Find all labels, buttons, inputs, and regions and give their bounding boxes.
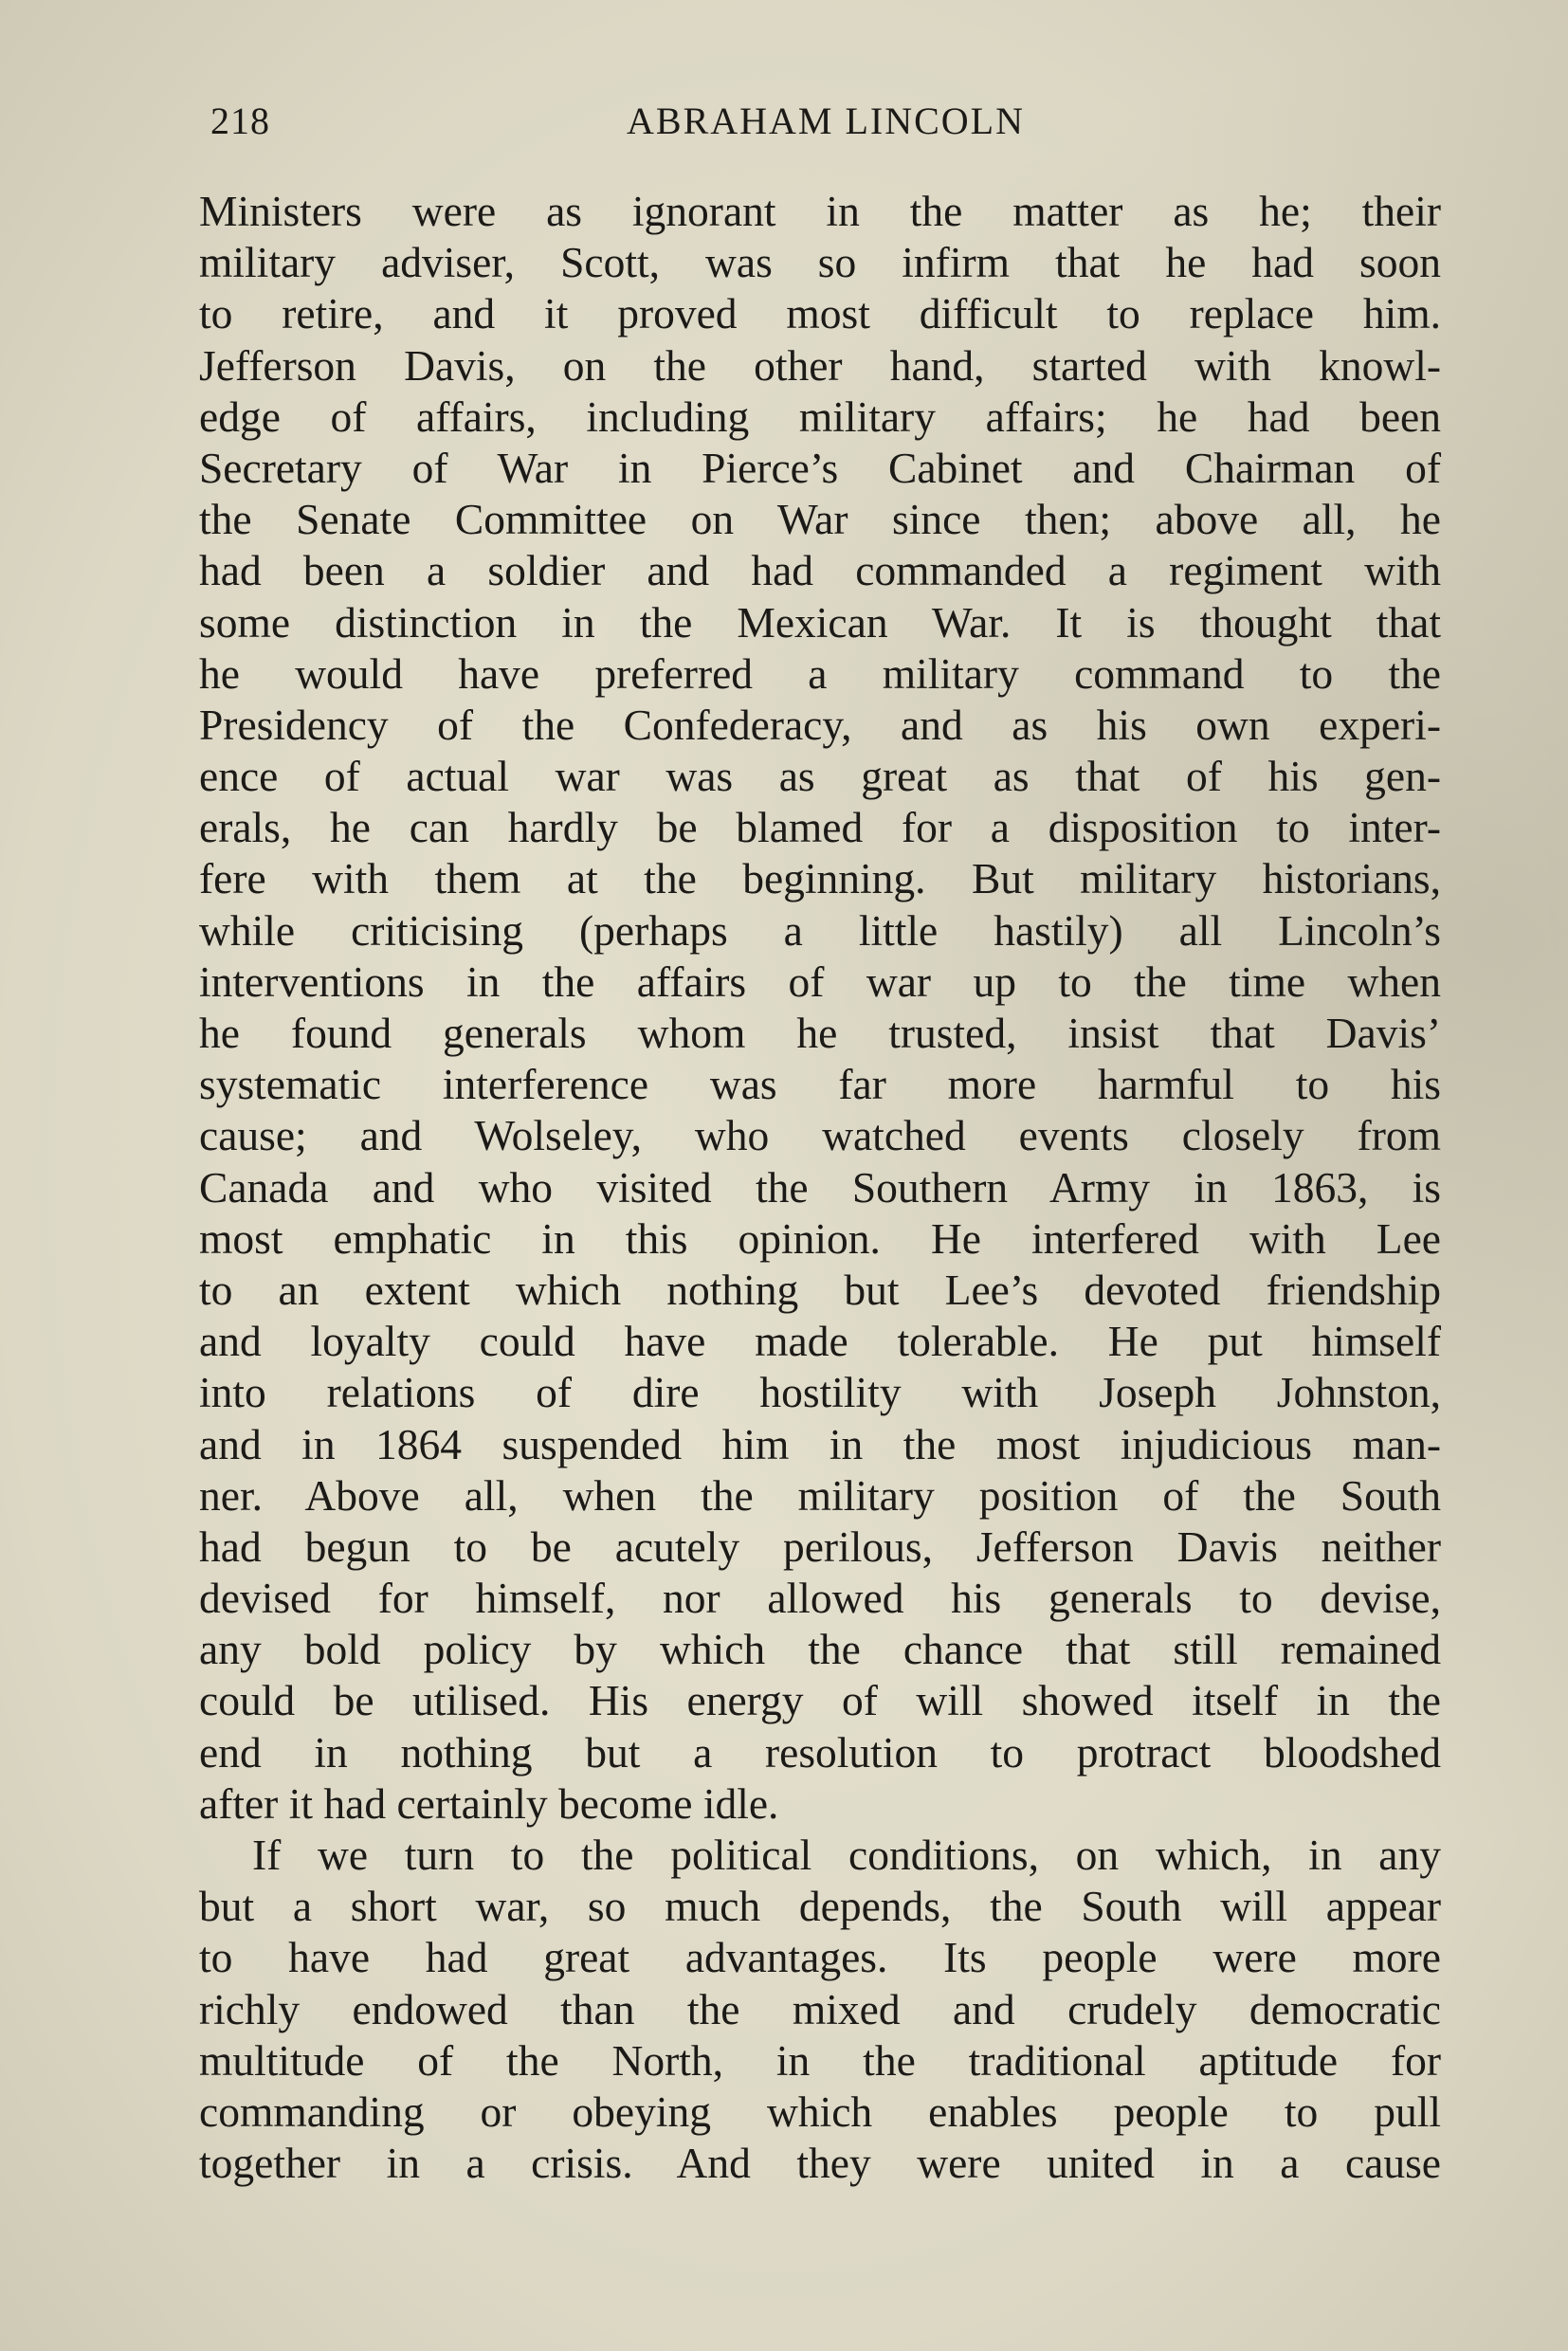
text-line: had been a soldier and had commanded a regiment with <box>199 546 1441 595</box>
text-line: he would have preferred a military command to the <box>199 648 1441 698</box>
text-line: into relations of dire hostility with Joseph Johnston, <box>199 1368 1441 1417</box>
text-line: the Senate Committee on War since then; above all, he <box>199 495 1441 544</box>
text-line: and in 1864 suspended him in the most injudicious man- <box>199 1419 1441 1468</box>
text-line: commanding or obeying which enables people to pull <box>199 2087 1441 2136</box>
text-line: ner. Above all, when the military position of the South <box>199 1470 1441 1520</box>
text-line: edge of affairs, including military affairs; he had been <box>199 392 1441 441</box>
text-line: erals, he can hardly be blamed for a disposition to inter- <box>199 803 1441 852</box>
text-line: most emphatic in this opinion. He interfered with Lee <box>199 1213 1441 1263</box>
text-line: interventions in the affairs of war up to the time when <box>199 957 1441 1006</box>
text-line: multitude of the North, in the traditional aptitude for <box>199 2035 1441 2085</box>
text-line: to an extent which nothing but Lee’s devoted friendship <box>199 1265 1441 1314</box>
text-line: end in nothing but a resolution to protract bloodshed <box>199 1727 1441 1777</box>
text-line: ence of actual war was as great as that of his gen- <box>199 752 1441 801</box>
text-line: richly endowed than the mixed and crudely democratic <box>199 1984 1441 2033</box>
text-line: systematic interference was far more harmful to his <box>199 1060 1441 1109</box>
text-line: but a short war, so much depends, the South will appear <box>199 1882 1441 1931</box>
page-header <box>210 99 1441 155</box>
running-head: ABRAHAM LINCOLN <box>627 100 1025 142</box>
text-line: fere with them at the beginning. But military historians, <box>199 854 1441 903</box>
paragraph <box>199 1830 1441 2189</box>
text-line: cause; and Wolseley, who watched events closely from <box>199 1111 1441 1160</box>
text-line: Secretary of War in Pierce’s Cabinet and Chairman of <box>199 443 1441 492</box>
text-line: after it had certainly become idle. <box>199 1778 779 1828</box>
text-line: Canada and who visited the Southern Army in 1863, is <box>199 1162 1441 1212</box>
text-line: Ministers were as ignorant in the matter as he; their <box>199 187 1441 235</box>
text-line: had begun to be acutely perilous, Jefferson Davis neither <box>199 1522 1441 1571</box>
text-line: devised for himself, nor allowed his generals to devise, <box>199 1574 1441 1623</box>
text-line: some distinction in the Mexican War. It is thought that <box>199 597 1441 647</box>
text-line: together in a crisis. And they were united in a cause <box>199 2139 1441 2188</box>
body-text <box>199 186 1441 2189</box>
text-line: any bold policy by which the chance that still remained <box>199 1625 1441 1674</box>
text-line: while criticising (perhaps a little hastily) all Lincoln’s <box>199 905 1441 955</box>
paragraph <box>199 186 1441 1830</box>
text-line: to have had great advantages. Its people were more <box>199 1933 1441 1982</box>
text-line: he found generals whom he trusted, insist that Davis’ <box>199 1009 1441 1057</box>
text-line: military adviser, Scott, was so infirm that he had soon <box>199 238 1441 287</box>
text-line: Jefferson Davis, on the other hand, started with knowl- <box>199 340 1441 390</box>
text-line: to retire, and it proved most difficult to replace him. <box>199 289 1441 338</box>
text-line: If we turn to the political conditions, on which, in any <box>252 1831 1441 1879</box>
text-line: and loyalty could have made tolerable. He put himself <box>199 1317 1441 1366</box>
page-number: 218 <box>210 100 270 142</box>
text-line: Presidency of the Confederacy, and as his own experi- <box>199 700 1441 749</box>
text-line: could be utilised. His energy of will showed itself in the <box>199 1676 1441 1725</box>
